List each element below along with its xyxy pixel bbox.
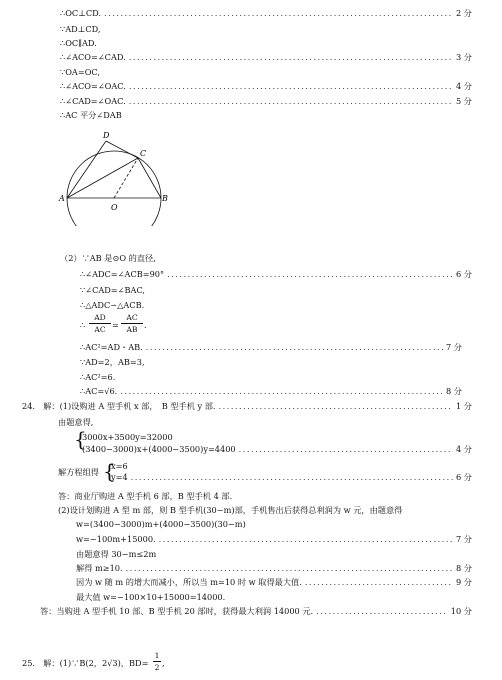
part2-line-5: [80, 342, 462, 353]
proof-line-1: [60, 8, 472, 19]
label-a: A: [59, 194, 65, 203]
q24-part2-head: (2)设计划购进 A 型 m 部，则 B 型手机(30−m)部，手机售出后获得总利润为 w 元，由题意得: [58, 505, 403, 515]
leader-dots: [219, 401, 453, 412]
tangent-dc: [106, 141, 138, 158]
proof-line-3: ∴OC∥AD.: [60, 38, 97, 48]
q24-w-eq2: [76, 534, 472, 545]
leader-dots: [126, 563, 453, 574]
proof-text: ∴∠ACO=∠CAD.: [60, 52, 126, 62]
fraction-ac-ab: [121, 313, 143, 335]
label-o: O: [111, 203, 118, 212]
proof-text: w=−100m+15000.: [76, 534, 156, 544]
part2-line-7: ∴AC²=6.: [80, 372, 116, 382]
q24-eq1: 3000x+3500y=32000: [82, 432, 173, 442]
proof-text: ∴AC²=AD・AB.: [80, 342, 143, 352]
score: 9 分: [456, 577, 472, 587]
numerator: 1: [154, 651, 160, 660]
proof-text: ∴∠ACO=∠OAC.: [60, 81, 126, 91]
proof-text: (3400−3000)x+(4000−3500)y=4400: [82, 444, 236, 454]
q24-answer2: [40, 606, 472, 617]
proof-text: 24. 解：(1)设购进 A 型手机 x 部， B 型手机 y 部.: [22, 401, 216, 411]
denominator: 2: [154, 663, 160, 672]
leader-dots: [120, 386, 443, 397]
q24-condition: 由题意得 30−m≤2m: [76, 549, 157, 559]
proof-text: ∴∠CAD=∠OAC.: [60, 96, 126, 106]
proof-text: 解得 m≥10.: [76, 563, 123, 573]
q25-end: ,: [162, 658, 165, 668]
fraction-ad-ac: [89, 313, 111, 335]
score: 8 分: [446, 386, 462, 396]
q24-head: [22, 401, 472, 412]
score: 5 分: [456, 96, 472, 106]
proof-line-6: [60, 81, 472, 92]
leader-dots: [239, 444, 453, 455]
leader-dots: [167, 269, 453, 280]
label-b: B: [162, 194, 168, 203]
proof-line-2: ∵AD⊥CD,: [60, 24, 101, 34]
label-d: D: [103, 131, 110, 140]
q24-answer1: 答：商业厅购进 A 型手机 6 部，B 型手机 4 部.: [58, 491, 233, 501]
score: 3 分: [456, 52, 472, 62]
score: 2 分: [456, 8, 472, 18]
score: 4 分: [456, 81, 472, 91]
part2-line-3: ∴△ADC∽△ACB.: [80, 300, 145, 310]
leader-dots: [159, 534, 453, 545]
proof-text: y=4: [111, 472, 128, 482]
numerator: AD: [94, 313, 106, 322]
q24-max-value: 最大值 w=−100×10+15000=14000.: [76, 592, 226, 602]
leader-dots: [146, 342, 443, 353]
fraction-bar: [121, 323, 143, 324]
proof-line-4: [60, 52, 472, 63]
score: 7 分: [456, 534, 472, 544]
segment-ad: [67, 141, 106, 198]
q24-because: [76, 577, 472, 588]
q24-solve-label: 解方程组得: [58, 467, 99, 477]
solution-brace: {: [103, 459, 116, 483]
label-c: C: [140, 149, 147, 158]
score: 10 分: [450, 606, 472, 616]
chord-ac: [67, 158, 138, 198]
q24-sol2: [111, 472, 472, 483]
q24-eq2: [82, 444, 472, 455]
fraction-bar: [153, 661, 161, 662]
leader-dots: [129, 96, 453, 107]
segment-bc: [138, 158, 161, 198]
radius-oc-dashed: [114, 158, 138, 198]
circle-o: [67, 151, 161, 226]
q24-sol1: x=6: [111, 461, 128, 471]
fraction-one-half: [153, 651, 161, 673]
leader-dots: [129, 52, 453, 63]
denominator: AB: [126, 325, 138, 334]
leader-dots: [131, 472, 453, 483]
proof-line-8: ∴AC 平分∠DAB: [60, 110, 122, 120]
frac-prefix: ∴: [80, 320, 86, 330]
part2-line-1: [80, 269, 472, 280]
q24-by-question: 由题意得,: [58, 417, 94, 427]
score: 6 分: [456, 269, 472, 279]
score: 1 分: [456, 401, 472, 411]
denominator: AC: [94, 325, 106, 334]
part2-line-2: ∵∠CAD=∠BAC,: [80, 285, 146, 295]
score: 7 分: [446, 342, 462, 352]
equation-brace: {: [74, 427, 87, 451]
q25-head: 25. 解：(1)∵B(2，2√3)，BD=: [22, 658, 149, 668]
circle-diagram: [56, 126, 176, 226]
numerator: AC: [126, 313, 138, 322]
score: 4 分: [456, 444, 472, 454]
leader-dots: [316, 606, 448, 617]
q24-w-eq1: w=(3400−3000)m+(4000−3500)(30−m): [76, 519, 246, 529]
fraction-bar: [89, 323, 111, 324]
part2-line-8: [80, 386, 462, 397]
proof-line-7: [60, 96, 472, 107]
proof-text: ∴AC=√6.: [80, 386, 118, 396]
frac-end: .: [144, 320, 147, 330]
proof-text: ∴∠ADC=∠ACB=90°: [80, 269, 165, 279]
score: 6 分: [456, 472, 472, 482]
proof-line-5: ∵OA=OC,: [60, 67, 100, 77]
frac-equals: =: [112, 320, 119, 330]
proof-text: 答：当购进 A 型手机 10 部、B 型手机 20 部时，获得最大利润 14000 元.: [40, 606, 314, 616]
part2-intro: （2）∵AB 是⊙O 的直径,: [60, 253, 156, 263]
proof-text: ∴OC⊥CD.: [60, 8, 102, 18]
part2-line-6: ∵AD=2，AB=3,: [80, 357, 145, 367]
q24-solve-m: [76, 563, 472, 574]
score: 8 分: [456, 563, 472, 573]
leader-dots: [305, 577, 453, 588]
proof-text: 因为 w 随 m 的增大而减小，所以当 m=10 时 w 取得最大值.: [76, 577, 302, 587]
leader-dots: [129, 81, 453, 92]
leader-dots: [104, 8, 453, 19]
